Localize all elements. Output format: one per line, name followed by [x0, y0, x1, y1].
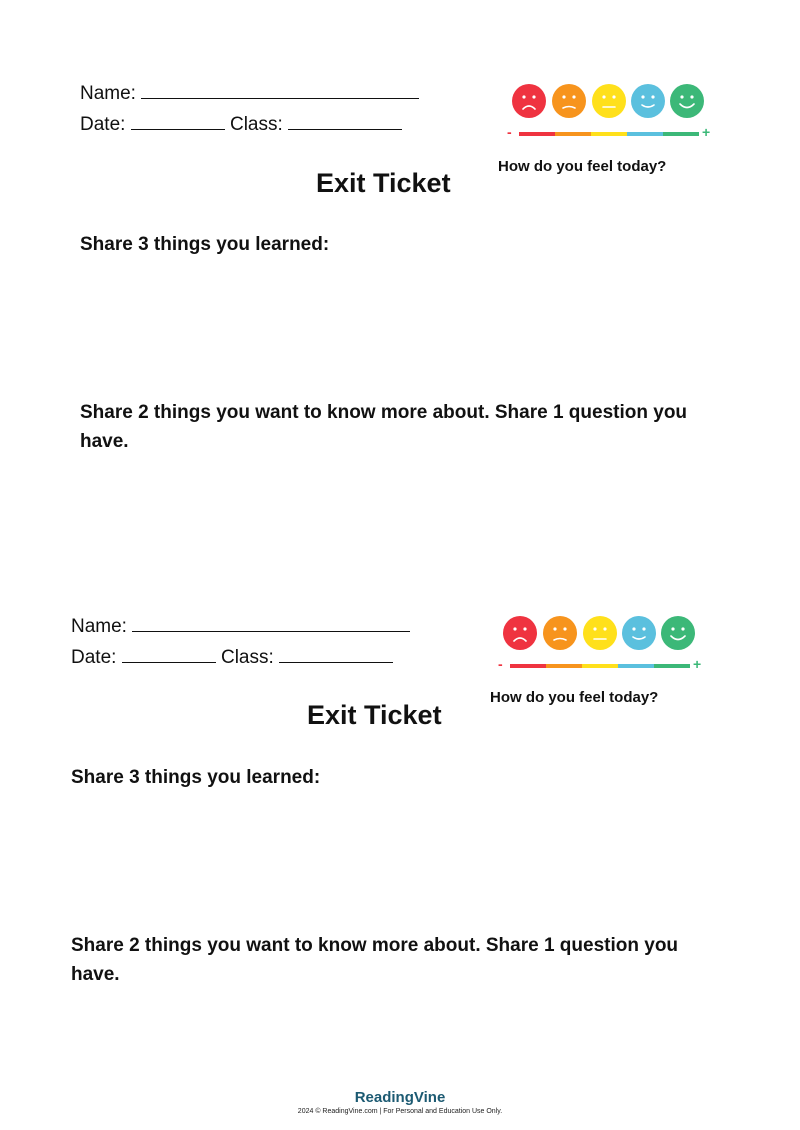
scale-segment-green: [663, 132, 699, 136]
scale-segment-green: [654, 664, 690, 668]
scale-segment-blue: [618, 664, 654, 668]
name-label: Name:: [80, 83, 136, 104]
neutral-face-icon[interactable]: [583, 616, 617, 650]
prompt-know-more: Share 2 things you want to know more about. Share 1 question you have.: [71, 935, 679, 985]
happy-face-icon[interactable]: [670, 84, 704, 118]
name-label: Name:: [71, 616, 127, 637]
mood-plus-sign: +: [702, 124, 711, 140]
class-label: Class:: [220, 647, 274, 668]
scale-segment-blue: [627, 132, 663, 136]
page-title: Exit Ticket: [307, 700, 442, 730]
mood-minus-sign: -: [507, 124, 512, 140]
sad-face-icon[interactable]: [552, 84, 586, 118]
scale-segment-yellow: [582, 664, 618, 668]
prompt-know-more: Share 2 things you want to know more about. Share 1 question you have.: [80, 402, 688, 452]
name-field[interactable]: [71, 613, 410, 639]
very-sad-face-icon[interactable]: [503, 616, 537, 650]
scale-segment-red: [519, 132, 555, 136]
name-field[interactable]: [80, 80, 419, 106]
mood-plus-sign: +: [693, 656, 702, 672]
scale-segment-red: [510, 664, 546, 668]
scale-segment-orange: [555, 132, 591, 136]
name-line[interactable]: [141, 80, 419, 99]
mood-question: How do you feel today?: [490, 689, 659, 706]
class-label: Class:: [229, 114, 283, 135]
page-title: Exit Ticket: [316, 168, 451, 198]
class-line[interactable]: [288, 111, 402, 130]
prompt-learned: Share 3 things you learned:: [71, 767, 321, 788]
copyright-notice: 2024 © ReadingVine.com | For Personal and Education Use Only.: [297, 1108, 503, 1115]
smile-face-icon[interactable]: [631, 84, 665, 118]
class-line[interactable]: [279, 644, 393, 663]
exit-ticket-2: [0, 533, 800, 1053]
date-class-field: [71, 644, 393, 670]
mood-scale: [498, 616, 702, 676]
mood-question: How do you feel today?: [498, 158, 667, 175]
scale-segment-orange: [546, 664, 582, 668]
scale-segment-yellow: [591, 132, 627, 136]
very-sad-face-icon[interactable]: [512, 84, 546, 118]
neutral-face-icon[interactable]: [592, 84, 626, 118]
name-line[interactable]: [132, 613, 410, 632]
mood-minus-sign: -: [498, 656, 503, 672]
mood-scale: [507, 84, 711, 144]
brand-logo: ReadingVine: [354, 1089, 446, 1106]
date-label: Date:: [71, 647, 117, 668]
date-class-field: [80, 111, 402, 137]
sad-face-icon[interactable]: [543, 616, 577, 650]
date-line[interactable]: [122, 644, 216, 663]
happy-face-icon[interactable]: [661, 616, 695, 650]
smile-face-icon[interactable]: [622, 616, 656, 650]
prompt-learned: Share 3 things you learned:: [80, 234, 330, 255]
date-line[interactable]: [131, 111, 225, 130]
exit-ticket-1: [0, 0, 800, 520]
date-label: Date:: [80, 114, 126, 135]
